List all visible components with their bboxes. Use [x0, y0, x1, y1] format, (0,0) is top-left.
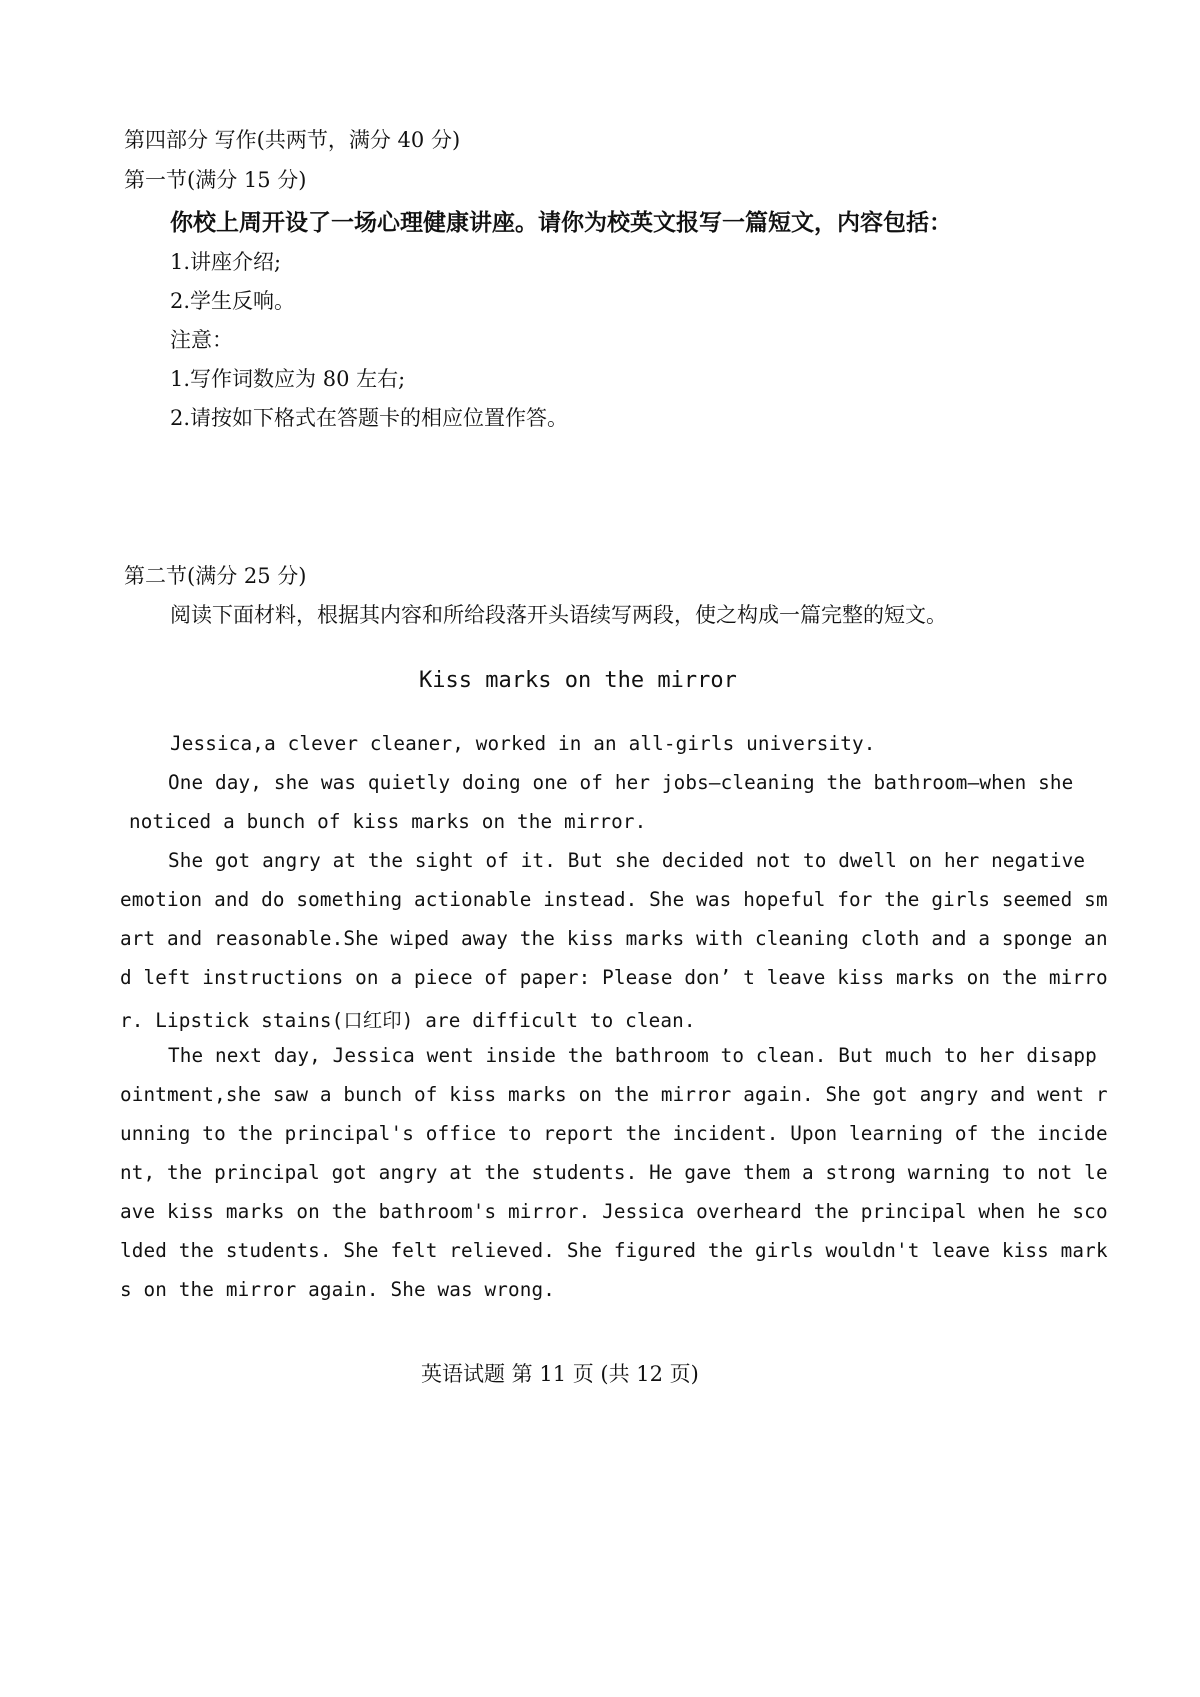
passage-line: s on the mirror again. She was wrong. [120, 1278, 556, 1301]
passage-title: Kiss marks on the mirror [419, 668, 737, 693]
passage-line: noticed a bunch of kiss marks on the mirror. [129, 810, 647, 833]
passage-line: nt, the principal got angry at the students. He gave them a strong warning to not le [120, 1161, 1108, 1184]
passage-line: lded the students. She felt relieved. She figured the girls wouldn't leave kiss mark [120, 1239, 1108, 1262]
passage-line: ointment,she saw a bunch of kiss marks on the mirror again. She got angry and went r [120, 1083, 1108, 1106]
passage-line: d left instructions on a piece of paper: Please don’ t leave kiss marks on the mirro [120, 966, 1108, 989]
passage-line: One day, she was quietly doing one of her jobs—cleaning the bathroom—when she [168, 771, 1074, 794]
passage-line: ave kiss marks on the bathroom's mirror. Jessica overheard the principal when he sco [120, 1200, 1108, 1223]
page-footer: 英语试题 第 11 页 (共 12 页) [421, 1362, 699, 1386]
passage-line: Jessica,a clever cleaner, worked in an all-girls university. [170, 732, 876, 755]
section1-note: 2.请按如下格式在答题卡的相应位置作答。 [170, 406, 569, 430]
passage-line: She got angry at the sight of it. But she decided not to dwell on her negative [168, 849, 1086, 872]
section1-item: 2.学生反响。 [170, 289, 296, 313]
section1-heading: 第一节(满分 15 分) [124, 168, 307, 192]
passage-line: The next day, Jessica went inside the bathroom to clean. But much to her disapp [168, 1044, 1097, 1067]
passage-line: emotion and do something actionable instead. She was hopeful for the girls seemed sm [120, 888, 1108, 911]
section1-note: 1.写作词数应为 80 左右; [170, 367, 406, 391]
section1-item: 1.讲座介绍; [170, 250, 282, 274]
section2-instruction: 阅读下面材料，根据其内容和所给段落开头语续写两段，使之构成一篇完整的短文。 [170, 603, 947, 627]
section1-note-label: 注意： [170, 328, 233, 352]
passage-line: art and reasonable.She wiped away the kiss marks with cleaning cloth and a sponge an [120, 927, 1108, 950]
section2-heading: 第二节(满分 25 分) [124, 564, 307, 588]
part-heading: 第四部分 写作(共两节，满分 40 分) [124, 128, 461, 152]
section1-prompt: 你校上周开设了一场心理健康讲座。请你为校英文报写一篇短文，内容包括： [170, 210, 952, 236]
passage-line: unning to the principal's office to report the incident. Upon learning of the incide [120, 1122, 1108, 1145]
passage-line: r. Lipstick stains(口红印) are difficult to clean. [120, 1009, 696, 1032]
